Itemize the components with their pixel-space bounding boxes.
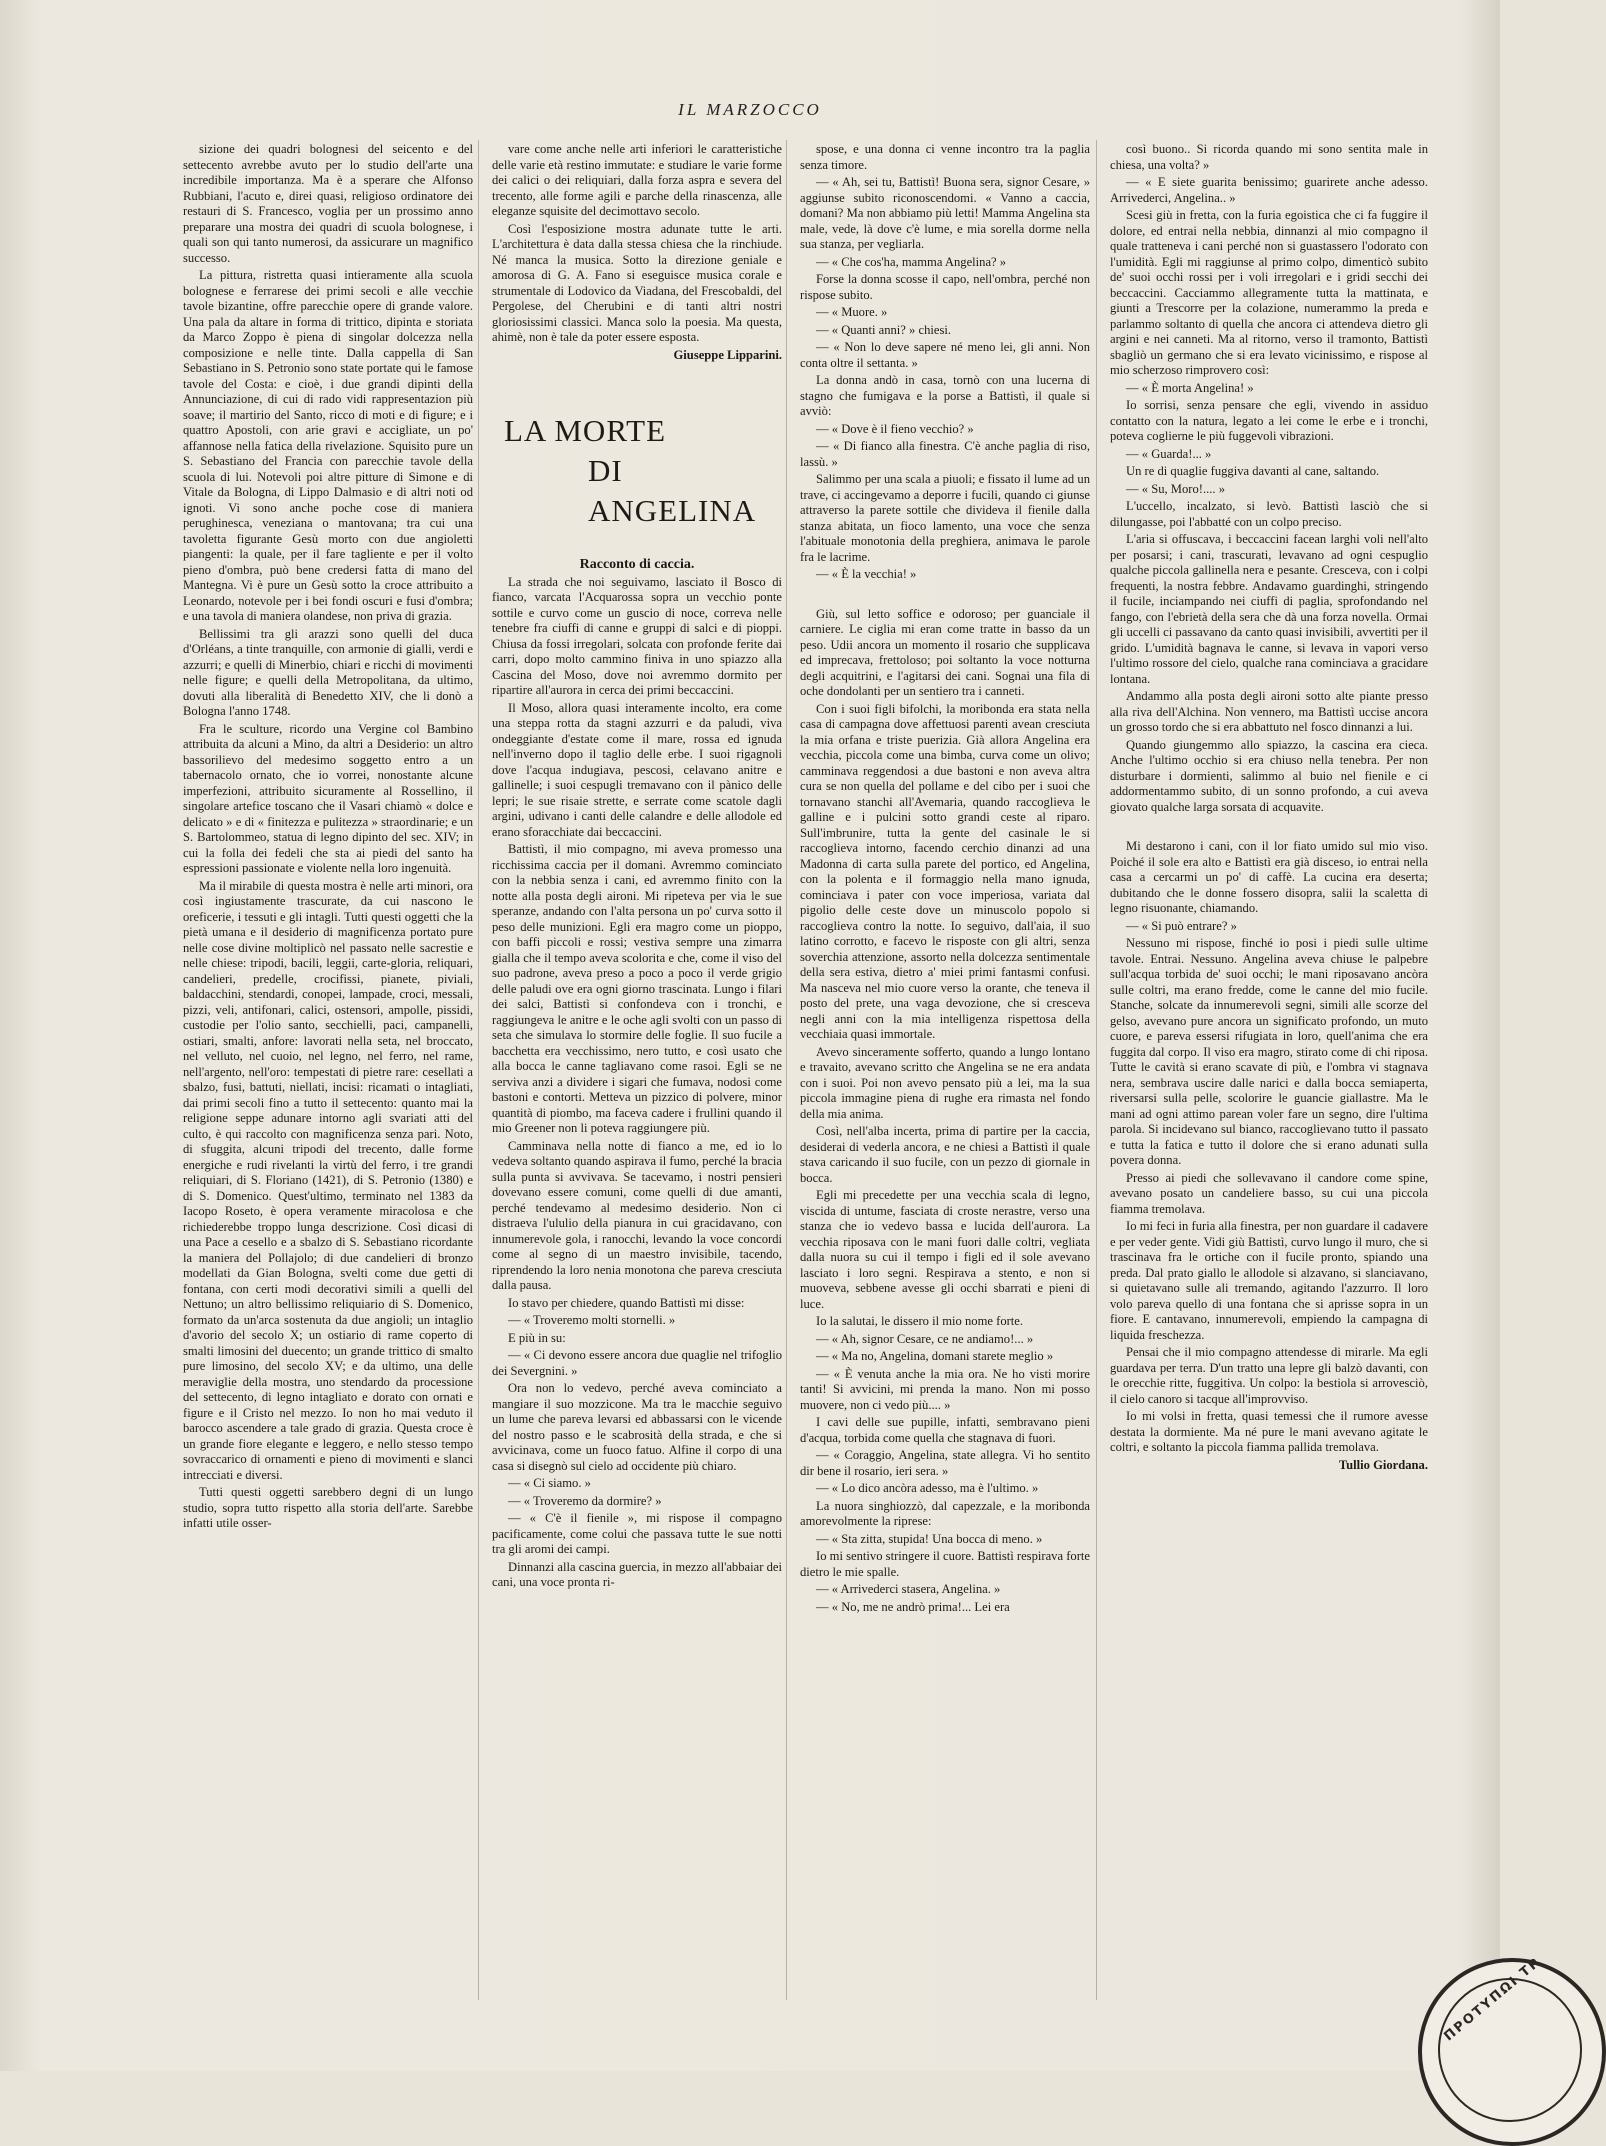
- paragraph: Io sorrisi, senza pensare che egli, vivendo in assiduo contatto con la natura, legato a lei come le erbe e i tronchi, poteva coglierne le più fuggevoli vibrazioni.: [1110, 398, 1428, 443]
- paragraph: Il Moso, allora quasi interamente incolto, era come una steppa rotta da stagni azzurri e da paludi, viva ondeggiante d'estate come il mare, rossa ed ignuda nell'inverno dopo il taglio delle erbe. I suoi rigagnoli dove l'acqua indugiava, pescosi, celavano anitre e gallinelle; i suoi cespugli tremavano con il pànico delle lepri; le sue risaie strette, e serrate come scatole dagli argini, udivano i canti delle calandre e delle allodole ed erano sforacchiate dai beccaccini.: [492, 700, 782, 839]
- paragraph: Io la salutai, le dissero il mio nome forte.: [816, 1314, 1024, 1328]
- paragraph: — « Ci devono essere ancora due quaglie nel trifoglio dei Severgnini. »: [492, 1348, 782, 1378]
- paragraph: — « Coraggio, Angelina, state allegra. Vi ho sentito dir bene il rosario, ieri sera. »: [800, 1448, 1090, 1478]
- paragraph: sizione dei quadri bolognesi del seicento e del settecento avrebbe avuto per lo studio dell'arte una incredibile importanza. Ma è a sperare che Alfonso Rubbiani, l'acuto e, direi quasi, religioso ordinatore dei restauri di S. Francesco, voglia per un prossimo anno preparare una mostra dei quadri di scuola bolognese, i quali son qui tanto numerosi, da assicurare un magnifico successo.: [183, 142, 473, 265]
- author-signature: Giuseppe Lipparini.: [673, 347, 782, 362]
- paragraph: — « Troveremo da dormire? »: [508, 1493, 662, 1508]
- column-3: [800, 142, 1090, 2002]
- paragraph: così buono.. Si ricorda quando mi sono sentita male in chiesa, una volta? »: [1110, 142, 1428, 172]
- paragraph: — « Ma no, Angelina, domani starete meglio »: [816, 1349, 1054, 1363]
- paragraph: Con i suoi figli bifolchi, la moribonda era stata nella casa di campagna dove affettuosi parenti avean cresciuta la mia orfana e triste puerizia. Già allora Angelina era vecchia, piccola come una bimba, curva come un olivo; camminava reggendosi a due bastoni e non aveva altra cura se non quella del pollame e del cibo per i suoi che tornavano stanchi all'Avemaria, quando raccoglieva le galline e i pulcini sotto grandi ceste al riparo. Sull'imbrunire, tutta la gente del casinale le si raccoglieva intorno, facendo cerchio dinanzi ad una Madonna di carta sulla parete del portico, ed Angelina, con la polenta e il formaggio nella mano ignuda, cominciava i pater con voce imperiosa, variata dal pigolio delle ceste dove un minuscolo popolo si raccoglieva contro la notte. Io seguivo, dall'aia, il suo latino corrotto, e facevo le risposte con gli altri, senza soverchia attenzione, assorto nella dolcezza sentimentale della sera estiva, dietro a' miei primi fantasmi confusi. Ma nasceva nel mio cuore verso la orante, che teneva il posto del prete, una vaga devozione, che si cresceva negli anni con la mia intelligenza rispettosa della vecchiaia quasi immortale.: [800, 701, 1090, 1041]
- paragraph: Così, nell'alba incerta, prima di partire per la caccia, desiderai di vederla ancora, e ne chiesi a Battistì il quale stava caricando il suo fucile, con un pezzo di giornale in bocca.: [800, 1124, 1090, 1185]
- paragraph: — « Lo dico ancòra adesso, ma è l'ultimo. »: [816, 1481, 1039, 1495]
- paragraph: — « Non lo deve sapere né meno lei, gli anni. Non conta oltre il settanta. »: [800, 340, 1090, 370]
- paragraph: Scesi giù in fretta, con la furia egoistica che ci fa fuggire il dolore, ed entrai nella nebbia, dinnanzi al mio compagno il quale tratteneva i cani perché non si guastassero l'odorato con l'umidità. Egli mi raggiunse al primo colpo, dimenticò subito de' suoi occhi rossi per i voli irregolari e i gridi secchi dei beccaccini. Cacciammo allegramente tutta la mattinata, e giunti a Trescorre per la colazione, numerammo la preda e parlammo soltanto di quella che ancora ci attendeva dietro gli argini e nei canneti. Ma al ritorno, verso il tramonto, Battistì sbagliò un germano che si era levato vicinissimo, e rispose al mio scherzoso rimprovero così:: [1110, 208, 1428, 377]
- paragraph: La pittura, ristretta quasi intieramente alla scuola bolognese e ferrarese dei primi secoli e alle vecchie tavole bizantine, offre parecchie opere di grande valore. Una pala da altare in forma di trittico, dipinta e storiata da Marco Zoppo è piena di singolar dolcezza nella composizione e nelle tinte. Dalla cappella di San Sebastiano in S. Petronio sono state portate qui le famose tavole del Costa: e cioè, i due grandi dipinti della Annunciazione, di cui di rado vidi rappresentazion più soave; il martirio del Santo, ricco di moti e di figure; e i quattro Apostoli, con arie gravi e accigliate, un po' affannose nella fatica della rivelazione. Squisito pure un S. Sebastiano del Francia con parecchie tavole della scuola di lui. Notevoli poi altre pitture di Simone e di Vitale da Bologna, di Lippo Dalmasio e di altri noti od ignoti. Vi sono anche poche cose di maniera perughinesca, veneziana o mantovana; tra cui una tavoletta figurante Gesù morto con due angioletti piangenti: la quale, per il fare tagliente e per il volto pieno d'ombra, può bene credersi fatta di mano del Mantegna. Vi è pure un Gesù sotto la croce attribuito a Leonardo, notevole per i bei fondi oscuri e fusi d'ombra; e una tavola di maniera olandese, non priva di grazia.: [183, 268, 473, 623]
- stamp-text: ΠΡΟΤΥΠΩΙ ΤΡ: [1441, 1954, 1545, 2045]
- paragraph: Ma il mirabile di questa mostra è nelle arti minori, ora così ingiustamente trascurate, da cui nascono le oreficerie, i tessuti e gli intagli. Tutti questi oggetti che la pietà umana e il desiderio di magnificenza portato pure nelle cose divine moltiplicò nel passato nelle sacrestie e nelle chiese: tripodi, bacili, leggii, carte-gloria, reliquari, candelieri, predelle, crocifissi, pianete, piviali, baldacchini, stendardi, conopei, lampade, croci, messali, pizzi, veli, antifonari, calici, ostensori, ampolle, pissidi, custodie per l'olio santo, secchielli, paci, campanelli, ostiari, smalti, anfore: lavorati nella seta, nel broccato, nel velluto, nel cuoio, nel legno, nel ferro, nel rame, nell'argento, nell'oro: tempestati di pietre rare: cesellati a sbalzo, fusi, battuti, niellati, incisi: ricamati o intagliati, dai primi secoli fino a tutto il settecento: quanto mai la religione seppe adunare intorno agli svariati atti del culto, è qui raccolto con magnificenza senza pari. Noto, di sfuggita, alcuni tripodi del trecento, dalle forme energiche e rudi rivelanti la virtù del ferro, i tre grandi reliquiari, di S. Floriano (1421), di S. Petronio (1380) e di S. Domenico. Quest'ultimo, terminato nel 1383 da Iacopo Roseto, è opera veramente miracolosa e che richiederebbe troppo lunga descrizione. Così dicasi di una Pace a cesello e a sbalzo di S. Sebastiano ricordante la maniera del Pollajolo; di due candelieri di bronzo modellati da Gian Bologna, svelti come due getti di fontana, con certi modi decorativi simili a quelli del Nettuno; un altro bellissimo reliquiario di S. Domenico, formato da un'arca sostenuta da due angioli; un intaglio d'avorio del secolo X; un ostiario di rame coperto di smalti limosini del duecento; un grande trittico di smalto pure limosino, del secolo XV; e da ultimo, una delle meraviglie della mostra, uno stendardo da processione del settecento, di legno intagliato e dorato con ornati e figure e il Cristo nel mezzo. Io non ho mai veduto il barocco ascendere a tale grado di grazia. Questa croce è un grande fiore elegante e leggero, e nello stesso tempo sovraccarico di ornamenti e pieno di movimenti e slanci intrecciati e diversi.: [183, 878, 473, 1482]
- masthead: IL MARZOCCO: [678, 100, 822, 119]
- paragraph: I cavi delle sue pupille, infatti, sembravano pieni d'acqua, torbida come quella che stagnava di fuori.: [800, 1415, 1090, 1445]
- paragraph: La nuora singhiozzò, dal capezzale, e la moribonda amorevolmente la riprese:: [800, 1498, 1090, 1528]
- paragraph: — « E siete guarita benissimo; guarirete anche adesso. Arrivederci, Angelina.. »: [1110, 175, 1428, 205]
- paragraph: Bellissimi tra gli arazzi sono quelli del duca d'Orléans, a tinte tranquille, con armonie di gialli, verdi e azzurri; e quelli di Minerbio, chiari e ricchi di movimenti nelle figure; e quelli della Metropolitana, da ultimo, dovuti alla liberalità di Benedetto XIV, che li donò a Bologna l'anno 1748.: [183, 626, 473, 718]
- column-1: [183, 142, 473, 2002]
- paragraph: — « C'è il fienile », mi rispose il compagno pacificamente, come colui che passava tutte le sue notti tra gli aromi dei campi.: [492, 1511, 782, 1556]
- paragraph: — « Quanti anni? » chiesi.: [816, 322, 952, 337]
- paragraph: — « Di fianco alla finestra. C'è anche paglia di riso, lassù. »: [800, 439, 1090, 469]
- paragraph: — « Su, Moro!.... »: [1126, 481, 1226, 496]
- paragraph: Giù, sul letto soffice e odoroso; per guanciale il carniere. Le ciglia mi eran come tratte in basso da un peso. Udii ancora un momento il rosario che supplicava ed imprecava, frettoloso; poi soltanto la voce notturna degli acquitrini, e l'agitarsi dei cani. Sognai una fila di oche dondolanti per un sentiero tra i canneti.: [800, 606, 1090, 698]
- paragraph: Pensai che il mio compagno attendesse di mirarle. Ma egli guardava per terra. D'un tratto una lepre gli balzò davanti, con le orecchie ritte, fuggitiva. Un colpo: la bestiola si arrovesciò, il cielo canoro si tacque all'improvviso.: [1110, 1345, 1428, 1406]
- library-stamp: [1418, 1954, 1606, 2146]
- paragraph: — « Dove è il fieno vecchio? »: [816, 421, 974, 436]
- article-subtitle: Racconto di caccia.: [579, 557, 695, 572]
- paragraph: Mi destarono i cani, con il lor fiato umido sul mio viso. Poiché il sole era alto e Battistì era già disceso, io entrai nella casa a cercarmi un po' di caffè. La cucina era deserta; dubitando che le donne fossero disopra, salii la scaletta di legno risuonante, chiamando.: [1110, 839, 1428, 915]
- paragraph: Un re di quaglie fuggiva davanti al cane, saltando.: [1126, 464, 1380, 478]
- paragraph: spose, e una donna ci venne incontro tra la paglia senza timore.: [800, 142, 1090, 172]
- paragraph: — « Ah, sei tu, Battistì! Buona sera, signor Cesare, » aggiunse subito riconoscendomi. « Vanno a caccia, domani? Ma non abbiamo più letti! Mamma Angelina sta male, vede, là dove c'è lume, e mia sorella dorme nella sua stanza, per vegliarla.: [800, 175, 1090, 251]
- author-signature: Tullio Giordana.: [1338, 1457, 1428, 1472]
- paragraph: Andammo alla posta degli aironi sotto alte piante presso alla riva dell'Alchina. Non vennero, ma Battistì uccise ancora un grosso tordo che si era abbattuto nel fosco dinnanzi a lui.: [1110, 689, 1428, 734]
- stamp-ring: [1438, 1978, 1582, 2122]
- paragraph: Battistì, il mio compagno, mi aveva promesso una ricchissima caccia per il domani. Avremmo cominciato con la nebbia senza i cani, ed avremmo finito con la notte alla posta degli aironi. Mi ripeteva per via le sue speranze, andando con l'alta persona un po' curva sotto il peso delle munizioni. Egli era magro come un pioppo, con baffi piccoli e rossi; vestiva sempre una zimarra gialla che il tempo aveva scolorita e che, come il viso del suo padrone, aveva preso a poco a poco il verde grigio delle paludi ove era ogni giorno trascinata. Lungo i filari dei salci, Battistì si confondeva con i tronchi, e raggiungeva le anitre e le oche agli svolti con un passo di seta che simulava lo stormire delle foglie. Il suo fucile a bacchetta era vecchissimo, nero tutto, e così usato che alla bocca le canne tagliavano come rasoi. Egli se ne serviva anzi a dividere i sigari che fumava, nodosi come bastoni e contorti. Metteva un pizzico di polvere, minor quantità di piombo, ma faceva cadere i frullini quando il mio Greener non li poteva raggiungere più.: [492, 842, 782, 1135]
- paragraph: Ora non lo vedevo, perché aveva cominciato a mangiare il suo mozzicone. Ma tra le macchie seguivo un lume che pareva levarsi ed abbassarsi con le vicende del nostro passo e le scabrosità della strada, e che si avvicinava, come un fuoco fatuo. Alfine il corpo di una casa si disegnò sul cielo ad occidente più chiaro.: [492, 1381, 782, 1473]
- paragraph: — « Muore. »: [816, 305, 888, 319]
- paragraph: La strada che noi seguivamo, lasciato il Bosco di fianco, varcata l'Acquarossa sopra un vecchio ponte sottile e curvo come un guscio di noce, correva nelle tenebre fra ciuffi di canne e gruppi di salci e di pioppi. Chiusa da fossi irregolari, solcata con profonde ferite dai carri, dopo molto cammino finiva in uno spiazzo alla Cascina del Moso, dove noi avremmo dormito per ripartire all'aurora in cerca dei primi beccaccini.: [492, 574, 782, 697]
- paragraph: Quando giungemmo allo spiazzo, la cascina era cieca. Anche l'ultimo occhio si era chiuso nella tenebra. Per non disturbare i dormienti, salimmo al buio nel fienile e ci addormentammo subito, di un sonno profondo, a cui aveva giovato qualche larga sorsata di acquavite.: [1110, 737, 1428, 814]
- paragraph: — « Ah, signor Cesare, ce ne andiamo!... »: [816, 1331, 1034, 1346]
- paragraph: Egli mi precedette per una vecchia scala di legno, viscida di untume, fasciata di croste nerastre, verso una stanza che io vedevo bassa e lucida dell'aurora. La vecchia riposava con le mani fuori dalle coltri, vegliata dalla nuora su cui il tempo i figli ed il sole avevano lasciato i loro segni. Respirava a stento, e non si muoveva, sebbene avesse gli occhi sbarrati e pieni di luce.: [800, 1188, 1090, 1311]
- paragraph: L'aria si offuscava, i beccaccini facean larghi voli nell'alto per posarsi; i cani, trascurati, levavano ad ogni cespuglio qualche piccola gallinella nera e pesante. Cresceva, con i colpi frequenti, la nostra febbre. Andavamo guardinghi, stringendo il fucile, inciampando nei ciuffi di paglia, sprofondando nel fango, con l'ebrietà della sera che dà una forza novella. Ormai gli uccelli ci passavano da canto quasi invisibili, avvertiti per il grido. L'umidità bagnava le canne, si levava in vapori verso l'ultimo rossore del cielo, qualche rana cominciava a gracidare lontana.: [1110, 532, 1428, 686]
- column-rule: [478, 140, 479, 2000]
- title-line-1: LA MORTE: [504, 413, 667, 448]
- paragraph: Salimmo per una scala a piuoli; e fissato il lume ad un trave, ci accingevamo a deporre i fucili, quando ci giunse attraverso la parete sottile che divideva il fienile dalla stanza abitata, un fioco lamento, una voce che senza l'abituale monotonia della preghiera, animava le parole fra le lacrime.: [800, 472, 1090, 564]
- paragraph: Presso ai piedi che sollevavano il candore come spine, avevano posato un candeliere basso, su cui una piccola fiamma tremolava.: [1110, 1170, 1428, 1216]
- paragraph: La donna andò in casa, tornò con una lucerna di stagno che fumigava e la porse a Battistì, il quale si avviò:: [800, 373, 1090, 418]
- column-rule: [786, 140, 787, 2000]
- column-rule: [1096, 140, 1097, 2000]
- paragraph: L'uccello, incalzato, si levò. Battistì lasciò che si dilungasse, poi l'abbatté con un colpo preciso.: [1110, 499, 1428, 529]
- column-2: [492, 142, 782, 2002]
- paragraph: — « È venuta anche la mia ora. Ne ho visti morire tanti! Si avvicini, mi prenda la mano. Non mi posso muovere, non ci vedo più.... »: [800, 1366, 1090, 1412]
- paragraph: Io mi sentivo stringere il cuore. Battistì respirava forte dietro le mie spalle.: [800, 1549, 1090, 1579]
- paragraph: Io mi volsi in fretta, quasi temessi che il rumore avesse destata la dormiente. Ma né pure le mani avevano agitate le coltri, e soltanto la piccola fiamma pallida tremolava.: [1110, 1409, 1428, 1454]
- paragraph: — « È morta Angelina! »: [1126, 380, 1254, 395]
- paragraph: Dinnanzi alla cascina guercia, in mezzo all'abbaiar dei cani, una voce pronta ri-: [492, 1559, 782, 1589]
- paragraph: — « Sta zitta, stupida! Una bocca di meno. »: [816, 1531, 1043, 1546]
- paragraph: Forse la donna scosse il capo, nell'ombra, perché non rispose subito.: [800, 272, 1090, 302]
- paragraph: — « Arrivederci stasera, Angelina. »: [816, 1582, 1001, 1596]
- paragraph: vare come anche nelle arti inferiori le caratteristiche delle varie età restino immutate: e studiare le varie forme dei calici o dei reliquiari, dalla forza aspra e severa del trecento, alle forme agili e parche della rinascenza, alle eleganze squisite del decimottavo secolo.: [492, 142, 782, 218]
- paragraph: Avevo sinceramente sofferto, quando a lungo lontano e travaito, avevano scritto che Angelina se ne era andata con i suoi. Poi non avevo pensato più a lei, ma la sua piccola immagine piena di rughe era rimasta nel fondo della mia anima.: [800, 1044, 1090, 1121]
- paragraph: — « È la vecchia! »: [816, 567, 917, 581]
- article-title: [492, 411, 782, 531]
- paragraph: — « No, me ne andrò prima!... Lei era: [816, 1599, 1010, 1614]
- paragraph: — « Troveremo molti stornelli. »: [508, 1313, 676, 1327]
- column-4: [1110, 142, 1428, 2002]
- paragraph: Io mi feci in furia alla finestra, per non guardare il cadavere e per veder gente. Vidi giù Battistì, curvo lungo il muro, che si trascinava fra le ortiche con il fucile pronto, spiando una preda. Dal prato giallo le allodole si alzavano, si slanciavano, si quietavano sulle ali tremando, agitando l'azzurro. Il loro volo pareva quello di una fontana che si aprisse sopra in un fiore. E cantavano, innumerevoli, empiendo la campagna di liquida freschezza.: [1110, 1219, 1428, 1342]
- section-gap: [800, 585, 1090, 607]
- section-gap: [1110, 817, 1428, 839]
- paragraph: — « Ci siamo. »: [508, 1476, 591, 1490]
- title-line-2: DI ANGELINA: [588, 453, 757, 528]
- paragraph: Io stavo per chiedere, quando Battistì mi disse:: [508, 1295, 745, 1310]
- paragraph: Fra le sculture, ricordo una Vergine col Bambino attribuita da alcuni a Mino, da altri a Desiderio: un altro bassorilievo del medesimo soggetto entro a un tabernacolo ornato, che io vorrei, nonostante alcune imperfezioni, attribuito sicuramente al Rossellino, il singolare artefice toscano che il Vasari chiamò « dolce e delicato » e di « finitezza e pulitezza » straordinarie; e un S. Bartolommeo, statua di legno dipinto del sec. XIV; in cui la folla dei fedeli che sta ai piedi del santo ha espressioni passionate e violente nella loro ingenuità.: [183, 721, 473, 875]
- paragraph: Così l'esposizione mostra adunate tutte le arti. L'architettura è data dalla stessa chiesa che la rinchiude. Né manca la musica. Sotto la direzione geniale e amorosa di G. A. Fano si eseguisce musica corale e strumentale di Lodovico da Viadana, del Frescobaldi, del Pergolese, del Cherubini e di tanti altri nostri gloriosissimi classici. Manca solo la poesia. Ma questa, ahimè, non è tale da poter essere esposta.: [492, 221, 782, 344]
- paragraph: Nessuno mi rispose, finché io posi i piedi sulle ultime tavole. Entrai. Nessuno. Angelina aveva chiuse le palpebre sull'acqua torbida de' suoi occhi; le mani riposavano ancòra sulle coltri, ma erano fredde, come le canne del mio fucile. Stanche, solcate da innumerevoli segni, simili alle scorze del gelso, avevano pure ancora un significato profondo, un muto cuore, e pareva essersi rifugiata in loro, quell'anima che era fuggita dal corpo. Il viso era magro, stirato come di chi riposa. Tutte le cavità si erano scavate di più, e l'ombra vi stagnava nera, sembrava uscire dalle narici e dalla bocca semiaperta, riversarsi sulla pelle, scolorire le guancie giallastre. Ma le mani ad ogni attimo parean voler fare un segno, dire l'ultima parola. Si incidevano sul bianco, raccoglievano tutto il passato e tutta la fatica e tutto il dolore che si erano adunati sulla povera donna.: [1110, 936, 1428, 1167]
- paragraph: E più in su:: [508, 1330, 566, 1345]
- paragraph: — « Che cos'ha, mamma Angelina? »: [816, 254, 1007, 269]
- paragraph: — « Si può entrare? »: [1126, 918, 1237, 933]
- paragraph: — « Guarda!... »: [1126, 446, 1212, 461]
- paragraph: Camminava nella notte di fianco a me, ed io lo vedeva soltanto quando aspirava il fumo, perché la bracia sulla punta si avvivava. Se tacevamo, i nostri pensieri dovevano essere comuni, come quelli di due amanti, perché tendevamo al medesimo desiderio. Non ci distraeva l'ululio della pianura in cui gracidavano, con innumerevole gola, i ranocchi, levando la voce concordi come al segno di un maestro invisibile, tacendo, riprendendo la loro nenia monotona che pareva cresciuta dalla pausa.: [492, 1138, 782, 1292]
- paragraph: Tutti questi oggetti sarebbero degni di un lungo studio, sopra tutto rispetto alla storia dell'arte. Sarebbe infatti utile osser-: [183, 1485, 473, 1530]
